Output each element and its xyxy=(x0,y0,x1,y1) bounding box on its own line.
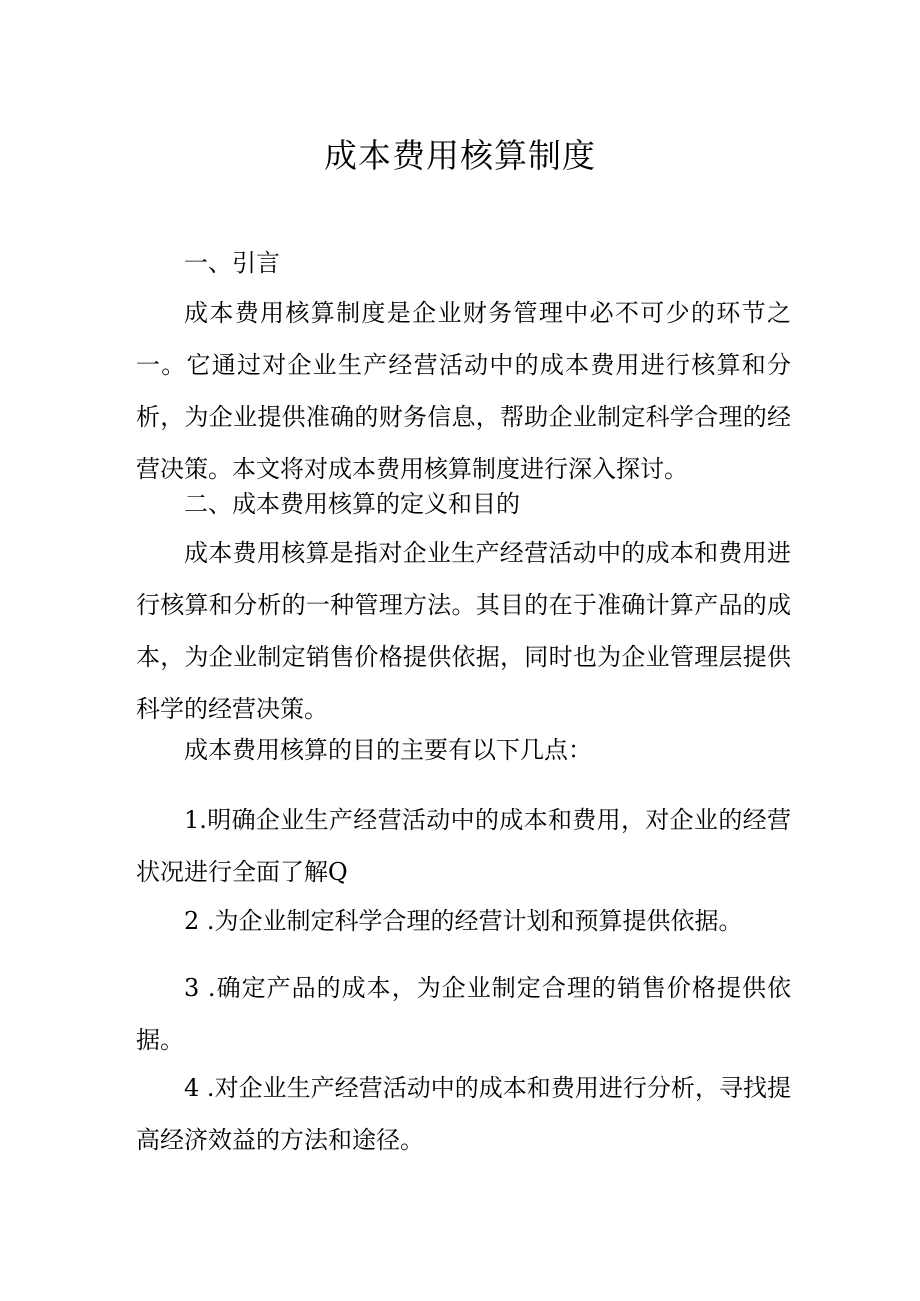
paragraph-intro: 成本费用核算制度是企业财务管理中必不可少的环节之一。它通过对企业生产经营活动中的成本费用进行核算和分析，为企业提供准确的财务信息，帮助企业制定科学合理的经营决策。本文将对成本费用核算制度进行深入探讨。 xyxy=(136,299,791,483)
purpose-intro: 成本费用核算的目的主要有以下几点： xyxy=(184,736,592,764)
list-item-1: 1.明确企业生产经营活动中的成本和费用，对企业的经营状况进行全面了解Q xyxy=(136,806,791,886)
section-heading-intro: 一、引言 xyxy=(184,249,280,277)
paragraph-definition: 成本费用核算是指对企业生产经营活动中的成本和费用进行核算和分析的一种管理方法。其目的在于准确计算产品的成本，为企业制定销售价格提供依据，同时也为企业管理层提供科学的经营决策。 xyxy=(136,539,791,723)
section-heading-definition: 二、成本费用核算的定义和目的 xyxy=(184,490,520,518)
list-item-4: 4 .对企业生产经营活动中的成本和费用进行分析，寻找提高经济效益的方法和途径。 xyxy=(136,1074,791,1154)
list-item-2: 2 .为企业制定科学合理的经营计划和预算提供依据。 xyxy=(184,907,743,935)
document-title: 成本费用核算制度 xyxy=(324,136,596,175)
list-item-3: 3 .确定产品的成本，为企业制定合理的销售价格提供依据。 xyxy=(136,974,791,1054)
